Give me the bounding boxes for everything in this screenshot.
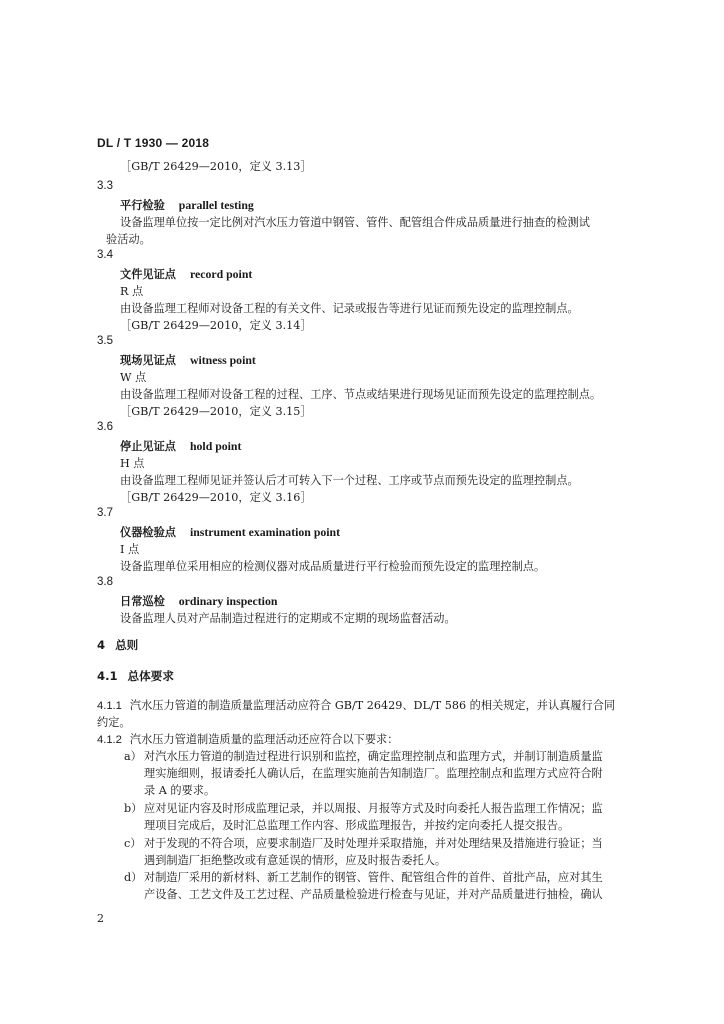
term-body-line: 由设备监理工程师对设备工程的过程、工序、节点或结果进行现场见证而预先设定的监理控制点。: [120, 388, 602, 401]
clause-text: 汽水压力管道的制造质量监理活动应符合 GB/T 26429、DL/T 586 的相关规定，并认真履行合同: [129, 699, 616, 712]
list-item-marker: b）: [124, 802, 143, 815]
term-body-line: W 点: [120, 371, 147, 384]
term-en: instrument examination point: [189, 525, 341, 539]
subsection-title: 总体要求: [127, 669, 174, 683]
term-en: hold point: [189, 439, 242, 453]
term-zh: 停止见证点: [120, 440, 176, 453]
term-zh: 文件见证点: [120, 268, 176, 281]
term-body-line: 设备监理人员对产品制造过程进行的定期或不定期的现场监督活动。: [120, 612, 456, 625]
clause-number: 4.1.2: [97, 734, 122, 746]
reference-line: ［GB/T 26429—2010，定义 3.15］: [120, 405, 312, 418]
term-zh: 日常巡检: [120, 595, 165, 608]
term-zh: 仪器检验点: [120, 526, 176, 539]
term-body-line: R 点: [120, 285, 144, 298]
list-item-line: 理项目完成后，及时汇总监理工作内容、形成监理报告，并按约定向委托人提交报告。: [144, 819, 570, 832]
term-body-line: 由设备监理工程师见证并签认后才可转入下一个过程、工序或节点而预先设定的监理控制点。: [120, 474, 579, 487]
section-heading: [97, 637, 138, 653]
clause-number: 4.1.1: [97, 700, 122, 712]
term-number: 3.8: [97, 576, 113, 588]
reference-line: ［GB/T 26429—2010，定义 3.13］: [120, 160, 312, 173]
list-item-line: 遇到制造厂拒绝整改或有意延误的情形，应及时报告委托人。: [144, 854, 447, 867]
term-zh: 平行检验: [120, 199, 165, 212]
list-item-line: 理实施细则，报请委托人确认后，在监理实施前告知制造厂。监理控制点和监理方式应符合附: [144, 767, 603, 780]
term-title: [120, 593, 277, 609]
list-item-marker: a）: [124, 750, 142, 763]
reference-line: ［GB/T 26429—2010，定义 3.16］: [120, 491, 312, 504]
section-title: 总则: [115, 638, 139, 652]
list-item-marker: c）: [124, 837, 142, 850]
page-number: 2: [97, 912, 104, 925]
subsection-heading: [97, 668, 174, 684]
term-number: 3.4: [97, 249, 113, 261]
list-item-line: 对于发现的不符合项，应要求制造厂及时处理并采取措施，并对处理结果及措施进行验证；当: [144, 837, 603, 850]
list-item-line: 应对见证内容及时形成监理记录，并以周报、月报等方式及时向委托人报告监理工作情况；监: [144, 802, 603, 815]
term-en: parallel testing: [178, 198, 254, 212]
list-item-line: 对制造厂采用的新材料、新工艺制作的钢管、管件、配管组合件的首件、首批产品，应对其生: [144, 871, 603, 884]
term-en: witness point: [189, 353, 256, 367]
term-en: ordinary inspection: [178, 594, 278, 608]
term-number: 3.3: [97, 180, 113, 192]
list-item-line: 对汽水压力管道的制造过程进行识别和监控，确定监理控制点和监理方式，并制订制造质量监: [144, 750, 603, 763]
list-item-line: 产设备、工艺文件及工艺过程、产品质量检验进行检查与见证，并对产品质量进行抽检，确认: [144, 888, 603, 901]
term-number: 3.6: [97, 421, 113, 433]
clause-text: 汽水压力管道制造质量的监理活动还应符合以下要求：: [129, 733, 399, 746]
term-title: [120, 197, 254, 213]
term-number: 3.5: [97, 335, 113, 347]
list-item-line: 录 A 的要求。: [144, 784, 216, 797]
term-body-line: 验活动。: [106, 233, 151, 246]
term-title: [120, 438, 241, 454]
clause-4-1-2: [97, 731, 398, 747]
clause-text-continued: 约定。: [97, 716, 131, 729]
term-zh: 现场见证点: [120, 354, 176, 367]
term-en: record point: [189, 267, 253, 281]
term-number: 3.7: [97, 507, 113, 519]
term-body-line: 设备监理单位采用相应的检测仪器对成品质量进行平行检验而预先设定的监理控制点。: [120, 560, 546, 573]
term-title: [120, 266, 252, 282]
section-number: 4: [97, 638, 106, 652]
standard-header: DL / T 1930 — 2018: [97, 136, 210, 150]
term-body-line: 由设备监理工程师对设备工程的有关文件、记录或报告等进行见证而预先设定的监理控制点。: [120, 302, 579, 315]
subsection-number: 4.1: [97, 669, 118, 683]
term-title: [120, 524, 340, 540]
term-body-line: 设备监理单位按一定比例对汽水压力管道中钢管、管件、配管组合件成品质量进行抽查的检测试: [120, 216, 590, 229]
term-body-line: I 点: [120, 543, 140, 556]
list-item-marker: d）: [124, 871, 143, 884]
reference-line: ［GB/T 26429—2010，定义 3.14］: [120, 319, 312, 332]
term-title: [120, 352, 256, 368]
clause-4-1-1: [97, 697, 615, 713]
term-body-line: H 点: [120, 457, 145, 470]
